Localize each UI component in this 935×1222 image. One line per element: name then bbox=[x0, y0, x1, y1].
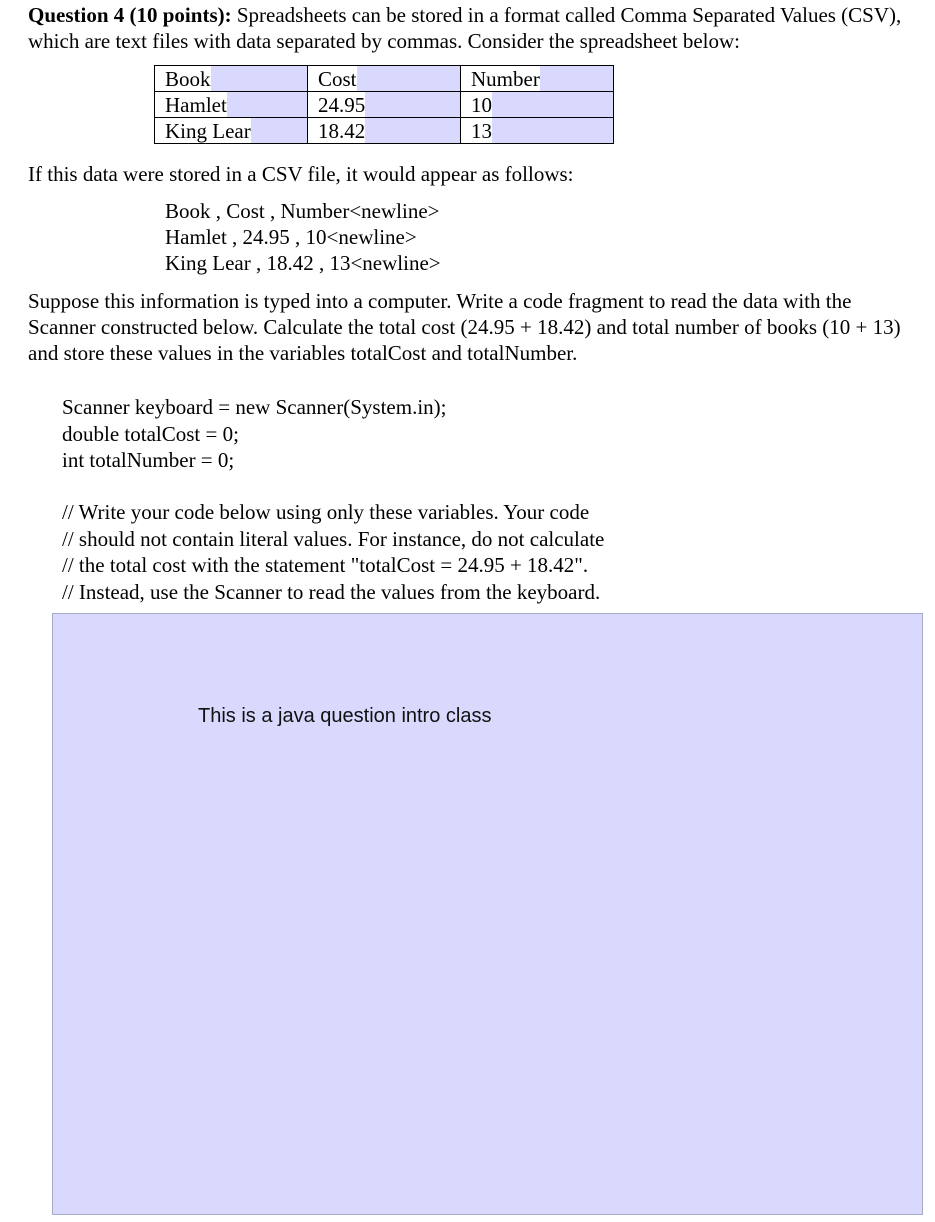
answer-text: This is a java question intro class bbox=[198, 705, 492, 727]
table-cell: 18.42 bbox=[308, 120, 365, 142]
comment-line: // should not contain literal values. For instance, do not calculate bbox=[62, 526, 605, 551]
code-line: int totalNumber = 0; bbox=[62, 448, 235, 472]
task-description: Suppose this information is typed into a computer. Write a code fragment to read the data with the Scanner constructed below. Calculate the total cost (24.95 + 18.42) and total number of books (10 + 13) and store these values in the variables totalCost and totalNumber. bbox=[28, 289, 901, 365]
code-comments bbox=[62, 499, 604, 605]
csv-line: King Lear , 18.42 , 13<newline> bbox=[165, 251, 441, 275]
comment-line: // the total cost with the statement "totalCost = 24.95 + 18.42". bbox=[62, 553, 589, 577]
table-cell: Cost bbox=[308, 68, 357, 90]
table-cell: King Lear bbox=[155, 120, 251, 142]
comment-line: // Write your code below using only these variables. Your code bbox=[62, 500, 590, 524]
csv-example bbox=[165, 198, 441, 276]
table-row bbox=[155, 118, 614, 144]
spreadsheet-table bbox=[154, 65, 614, 144]
table-cell: Hamlet bbox=[155, 94, 227, 116]
question-prompt bbox=[28, 2, 928, 54]
table-cell: Book bbox=[155, 68, 211, 90]
code-setup bbox=[62, 394, 446, 474]
question-heading: Question 4 (10 points): bbox=[28, 3, 232, 27]
csv-intro-text: If this data were stored in a CSV file, it would appear as follows: bbox=[28, 162, 574, 186]
comment-line: // Instead, use the Scanner to read the values from the keyboard. bbox=[62, 579, 601, 604]
answer-text-area[interactable] bbox=[52, 613, 923, 1215]
csv-line: Hamlet , 24.95 , 10<newline> bbox=[165, 225, 417, 249]
table-row bbox=[155, 92, 614, 118]
code-line: Scanner keyboard = new Scanner(System.in); bbox=[62, 395, 447, 419]
table-cell: 13 bbox=[461, 120, 492, 142]
table-cell: Number bbox=[461, 68, 540, 90]
csv-line: Book , Cost , Number<newline> bbox=[165, 199, 440, 223]
table-cell: 24.95 bbox=[308, 94, 365, 116]
table-cell: 10 bbox=[461, 94, 492, 116]
code-line: double totalCost = 0; bbox=[62, 421, 239, 446]
question-text: Spreadsheets can be stored in a format called Comma Separated Values (CSV), which are text files with data separated by commas. Consider the spreadsheet below: bbox=[28, 3, 902, 53]
table-row bbox=[155, 66, 614, 92]
